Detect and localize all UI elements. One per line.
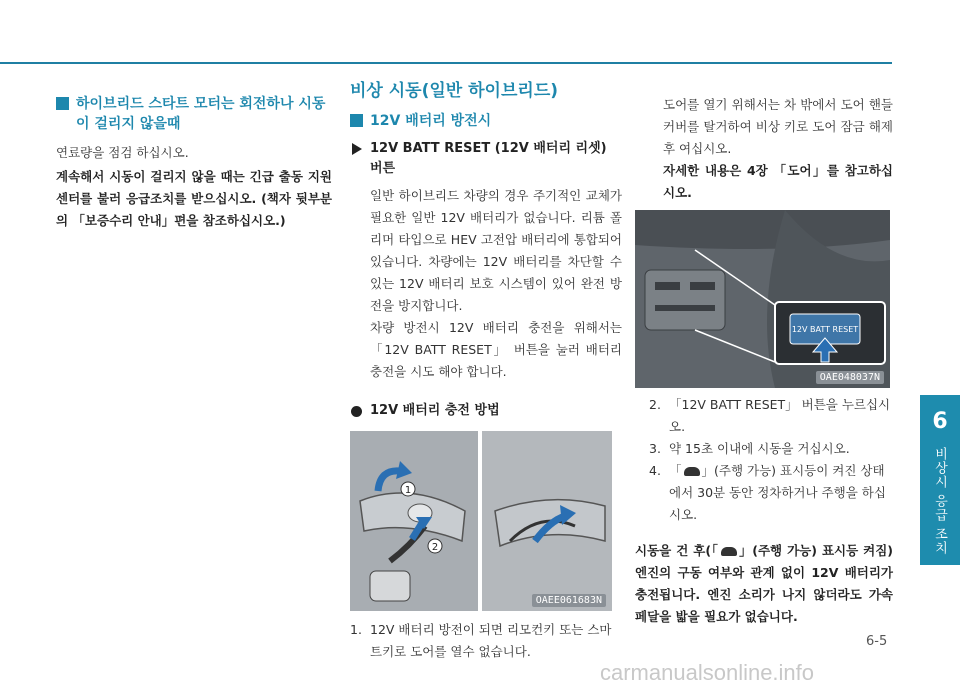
right-column [635,94,893,628]
section-title: 비상 시동(일반 하이브리드) [350,81,559,101]
door-handle-illustration [350,431,612,611]
page-number: 6-5 [866,634,888,649]
step-1: 1. 12V 배터리 방전이 되면 리모컨키 또는 스마트키로 도어를 열수 없습니다. [350,622,612,659]
callout-2: 2 [431,542,439,553]
figure-door-handle [350,431,612,611]
heading-battery-discharge: 12V 배터리 방전시 [350,111,622,131]
square-bullet-icon [56,97,69,110]
figure-code: OAE048037N [816,371,884,384]
step-3: 3. 약 15초 이내에 시동을 거십시오. [649,441,850,456]
step-4: 4. 「 」(주행 가능) 표시등이 켜진 상태에서 30분 동안 정차하거나 주행을 하십시오. [649,463,886,522]
paragraph-call-service: 계속해서 시동이 걸리지 않을 때는 긴급 출동 지원센터를 불러 응급조치를 받으십시오. (책자 뒷부분의 「보증수리 안내」편을 참조하십시오.) [56,169,332,228]
figure-code: OAEE061683N [532,594,606,607]
reset-button-label: 12V BATT RESET [791,325,859,334]
paragraph-battery-info: 일반 하이브리드 차량의 경우 주기적인 교체가 필요한 일반 12V 배터리가 없습니다. 리튬 폴리머 타입으로 HEV 고전압 배터리에 통합되어 있습니다. 차량에는 12V 배터리를 차단할 수 있는 12V 배터리 보호 시스템이 있어 완전 방전을 방지합니다. [370,188,622,313]
heading-starter-rotates: 하이브리드 스타트 모터는 회전하나 시동이 걸리지 않을때 [56,94,332,134]
circle-bullet-icon [351,406,362,417]
triangle-bullet-icon [352,143,362,155]
paragraph-door-open: 도어를 열기 위해서는 차 밖에서 도어 핸들 커버를 탈거하여 비상 키로 도어 잠금 해제 후 여십시오. [663,97,893,156]
figure-reset-button [635,210,890,388]
chapter-number: 6 [932,409,948,434]
subheading-reset-button: 12V BATT RESET (12V 배터리 리셋) 버튼 [350,139,622,179]
watermark: carmanualsonline.info [600,660,815,685]
middle-column [350,76,622,663]
chapter-title: 비상시 응급 조치 [932,447,947,556]
step-2: 2. 「12V BATT RESET」 버튼을 누르십시오. [649,397,891,434]
dashboard-illustration [635,210,890,388]
ready-indicator-icon [684,467,700,476]
subheading-charge-method: 12V 배터리 충전 방법 [350,401,622,421]
paragraph-check-fuel: 연료량을 점검 하십시오. [56,145,189,160]
paragraph-charging-note: 시동을 건 후(「 」(주행 가능) 표시등 켜짐) 엔진의 구동 여부와 관계 없이 12V 배터리가 충전됩니다. 엔진 소리가 나지 않더라도 가속 페달을 밟을 필요가 없습니다. [635,543,893,624]
square-bullet-icon [350,114,363,127]
callout-1: 1 [404,485,412,496]
chapter-tab [920,395,960,565]
left-column [56,94,332,232]
ready-indicator-icon [721,547,737,556]
paragraph-door-reference: 자세한 내용은 4장 「도어」를 참고하십시오. [663,163,893,200]
paragraph-reset-instruction: 차량 방전시 12V 배터리 충전을 위해서는 「12V BATT RESET」 버튼을 눌러 배터리 충전을 시도 해야 합니다. [370,320,622,379]
top-divider [0,62,892,64]
